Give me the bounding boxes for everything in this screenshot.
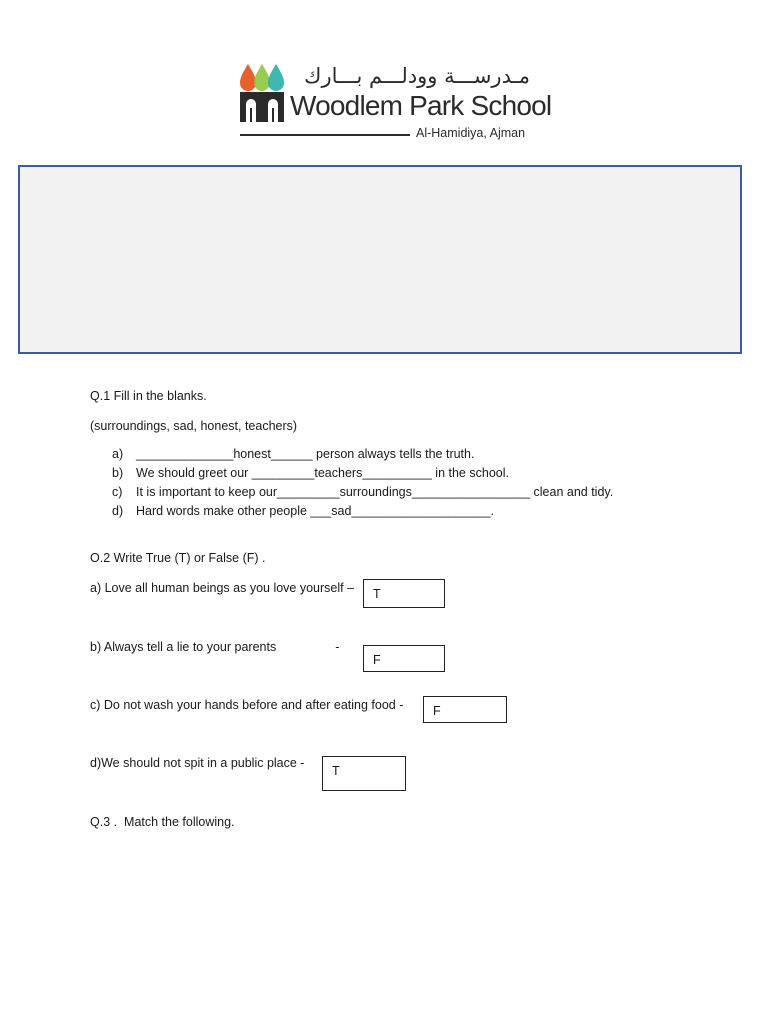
school-logo <box>238 62 552 144</box>
list-item <box>112 485 613 504</box>
list-item <box>112 447 613 466</box>
q2-statement-a: a) Love all human beings as you love yourself – <box>90 581 355 595</box>
q2-statement-b: b) Always tell a lie to your parents - <box>90 640 340 654</box>
item-label: b) <box>112 466 124 480</box>
list-item <box>112 504 613 523</box>
q1-title: Q.1 Fill in the blanks. <box>90 389 207 403</box>
logo-divider <box>240 134 410 136</box>
item-text: We should greet our _________teachers__________ in the school. <box>136 466 509 480</box>
item-text: ______________honest______ person always tells the truth. <box>136 447 475 461</box>
school-location: Al-Hamidiya, Ajman <box>416 126 526 140</box>
student-info-panel <box>18 165 742 354</box>
q2-statement-d: d)We should not spit in a public place - <box>90 756 305 770</box>
school-name: Woodlem Park School <box>290 90 552 121</box>
item-label: a) <box>112 447 124 461</box>
q1-word-bank: (surroundings, sad, honest, teachers) <box>90 419 298 433</box>
q2-answer-box-c[interactable]: F <box>423 696 507 723</box>
item-label: c) <box>112 485 123 499</box>
q2-answer-box-d[interactable]: T <box>322 756 406 791</box>
q2-title: O.2 Write True (T) or False (F) . <box>90 551 266 565</box>
item-text: Hard words make other people ___sad____________________. <box>136 504 494 518</box>
q2-statement-c: c) Do not wash your hands before and after eating food - <box>90 698 404 712</box>
item-text: It is important to keep our_________surroundings_________________ clean and tidy. <box>136 485 614 499</box>
school-name-arabic: مـدرســـة وودلـــم بـــارك <box>304 64 530 88</box>
q2-answer-box-b[interactable]: F <box>363 645 445 672</box>
q2-answer-box-a[interactable]: T <box>363 579 445 608</box>
school-emblem-icon <box>238 62 286 124</box>
q3-title: Q.3 . Match the following. <box>90 815 235 829</box>
q1-blank-list <box>112 447 613 523</box>
item-label: d) <box>112 504 124 518</box>
list-item <box>112 466 613 485</box>
